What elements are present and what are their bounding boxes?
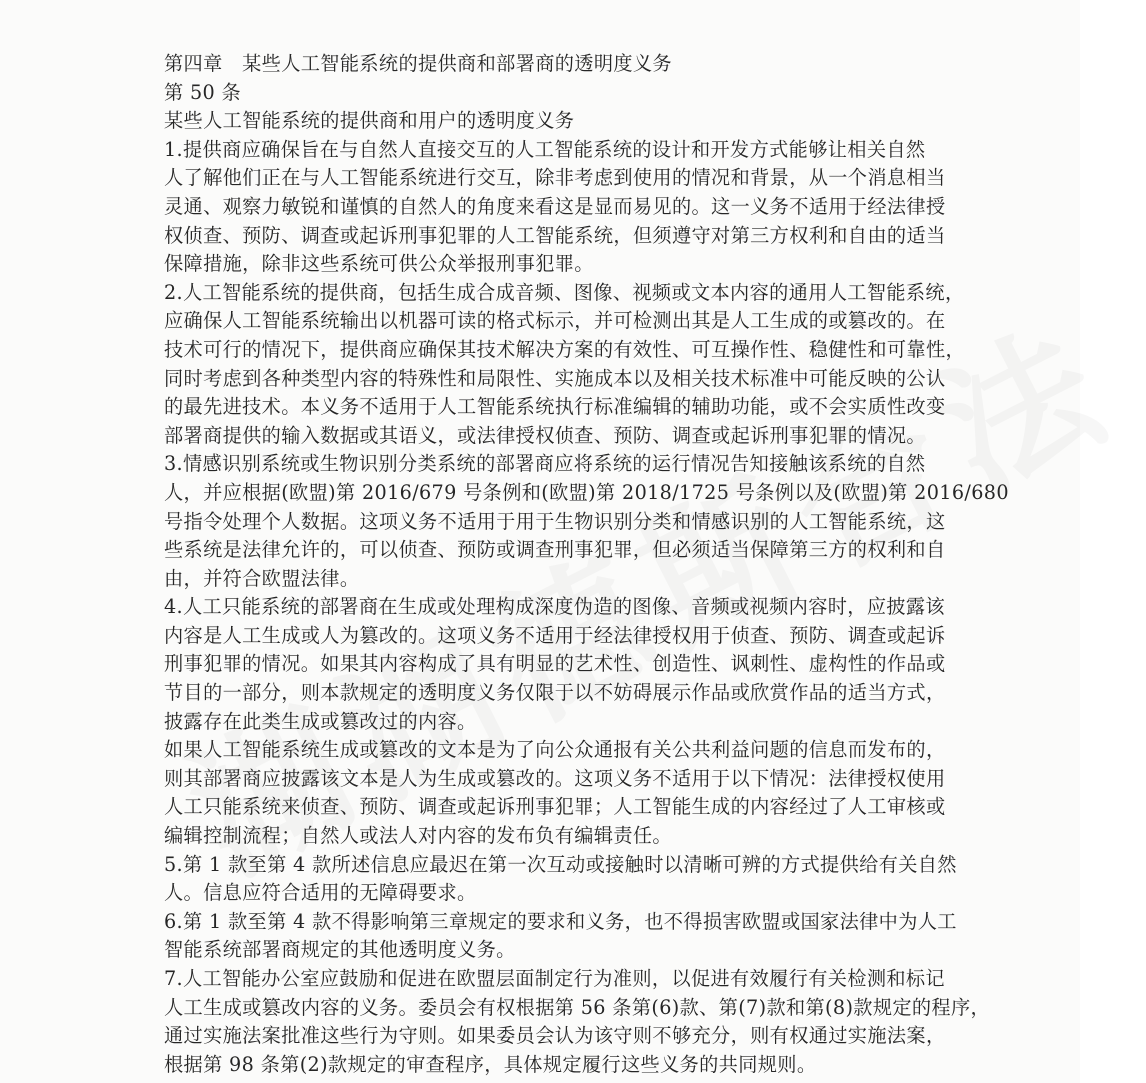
document-body	[164, 50, 1009, 1079]
text-line: 人。信息应符合适用的无障碍要求。	[164, 881, 477, 905]
text-line: 通过实施法案批准这些行为守则。如果委员会认为该守则不够充分，则有权通过实施法案，	[164, 1024, 946, 1048]
text-line: 7.人工智能办公室应鼓励和促进在欧盟层面制定行为准则，以促进有效履行有关检测和标记	[164, 967, 945, 990]
text-line: 保障措施，除非这些系统可供公众举报刑事犯罪。	[164, 252, 594, 276]
article-number: 第 50 条	[164, 80, 242, 104]
text-line: 1.提供商应确保旨在与自然人直接交互的人工智能系统的设计和开发方式能够让相关自然	[164, 137, 926, 161]
text-line: 人了解他们正在与人工智能系统进行交互，除非考虑到使用的情况和背景，从一个消息相当	[164, 166, 946, 190]
article-title: 某些人工智能系统的提供商和用户的透明度义务	[164, 109, 575, 133]
text-line: 6.第 1 款至第 4 款不得影响第三章规定的要求和义务，也不得损害欧盟或国家法律中为人工	[164, 909, 957, 933]
paragraph-2	[164, 279, 966, 451]
text-line: 5.第 1 款至第 4 款所述信息应最迟在第一次互动或接触时以清晰可辨的方式提供给有关自然	[164, 852, 957, 876]
paragraph-7	[164, 965, 991, 1079]
text-line: 部署商提供的输入数据或其语义，或法律授权侦查、预防、调查或起诉刑事犯罪的情况。	[164, 423, 926, 447]
text-line: 人工生成或篡改内容的义务。委员会有权根据第 56 条第(6)款、第(7)款和第(8)款规定的程序，	[164, 995, 991, 1019]
text-line: 2.人工智能系统的提供商，包括生成合成音频、图像、视频或文本内容的通用人工智能系统，	[164, 280, 965, 304]
text-line: 些系统是法律允许的，可以侦查、预防或调查刑事犯罪，但必须适当保障第三方的权利和自	[164, 538, 946, 562]
text-line: 披露存在此类生成或篡改过的内容。	[164, 709, 477, 733]
text-line: 号指令处理个人数据。这项义务不适用于用于生物识别分类和情感识别的人工智能系统，这	[164, 509, 946, 533]
paragraph-6	[164, 908, 957, 965]
paragraph-3	[164, 450, 1009, 593]
text-line: 由，并符合欧盟法律。	[164, 566, 360, 590]
text-line: 人，并应根据(欧盟)第 2016/679 号条例和(欧盟)第 2018/1725 号条例以及(欧盟)第 2016/680	[164, 480, 1009, 504]
chapter-heading: 第四章 某些人工智能系统的提供商和部署商的透明度义务	[164, 52, 672, 75]
paragraph-5	[164, 851, 957, 908]
text-line: 根据第 98 条第(2)款规定的审查程序，具体规定履行这些义务的共同规则。	[164, 1052, 817, 1076]
text-line: 智能系统部署商规定的其他透明度义务。	[164, 938, 516, 962]
text-line: 则其部署商应披露该文本是人为生成或篡改的。这项义务不适用于以下情况：法律授权使用	[164, 766, 946, 790]
text-line: 灵通、观察力敏锐和谨慎的自然人的角度来看这是显而易见的。这一义务不适用于经法律授	[164, 194, 946, 218]
text-line: 刑事犯罪的情况。如果其内容构成了具有明显的艺术性、创造性、讽刺性、虚构性的作品或	[164, 652, 946, 676]
text-line: 如果人工智能系统生成或篡改的文本是为了向公众通报有关公共利益问题的信息而发布的，	[164, 738, 946, 762]
paragraph-4	[164, 593, 946, 736]
paragraph-4-continued	[164, 736, 946, 850]
paragraph-1	[164, 136, 946, 279]
text-line: 的最先进技术。本义务不适用于人工智能系统执行标准编辑的辅助功能，或不会实质性改变	[164, 395, 946, 419]
text-line: 权侦查、预防、调查或起诉刑事犯罪的人工智能系统，但须遵守对第三方权利和自由的适当	[164, 223, 946, 247]
text-line: 4.人工只能系统的部署商在生成或处理构成深度伪造的图像、音频或视频内容时，应披露该	[164, 595, 945, 619]
text-line: 编辑控制流程；自然人或法人对内容的发布负有编辑责任。	[164, 824, 672, 848]
text-line: 应确保人工智能系统输出以机器可读的格式标示，并可检测出其是人工生成的或篡改的。在	[164, 309, 946, 333]
text-line: 人工只能系统来侦查、预防、调查或起诉刑事犯罪；人工智能生成的内容经过了人工审核或	[164, 795, 946, 819]
text-line: 技术可行的情况下，提供商应确保其技术解决方案的有效性、可互操作性、稳健性和可靠性，	[164, 337, 966, 361]
text-line: 同时考虑到各种类型内容的特殊性和局限性、实施成本以及相关技术标准中可能反映的公认	[164, 366, 946, 390]
text-line: 内容是人工生成或人为篡改的。这项义务不适用于经法律授权用于侦查、预防、调查或起诉	[164, 623, 946, 647]
text-line: 节目的一部分，则本款规定的透明度义务仅限于以不妨碍展示作品或欣赏作品的适当方式，	[164, 681, 946, 705]
text-line: 3.情感识别系统或生物识别分类系统的部署商应将系统的运行情况告知接触该系统的自然	[164, 452, 926, 476]
